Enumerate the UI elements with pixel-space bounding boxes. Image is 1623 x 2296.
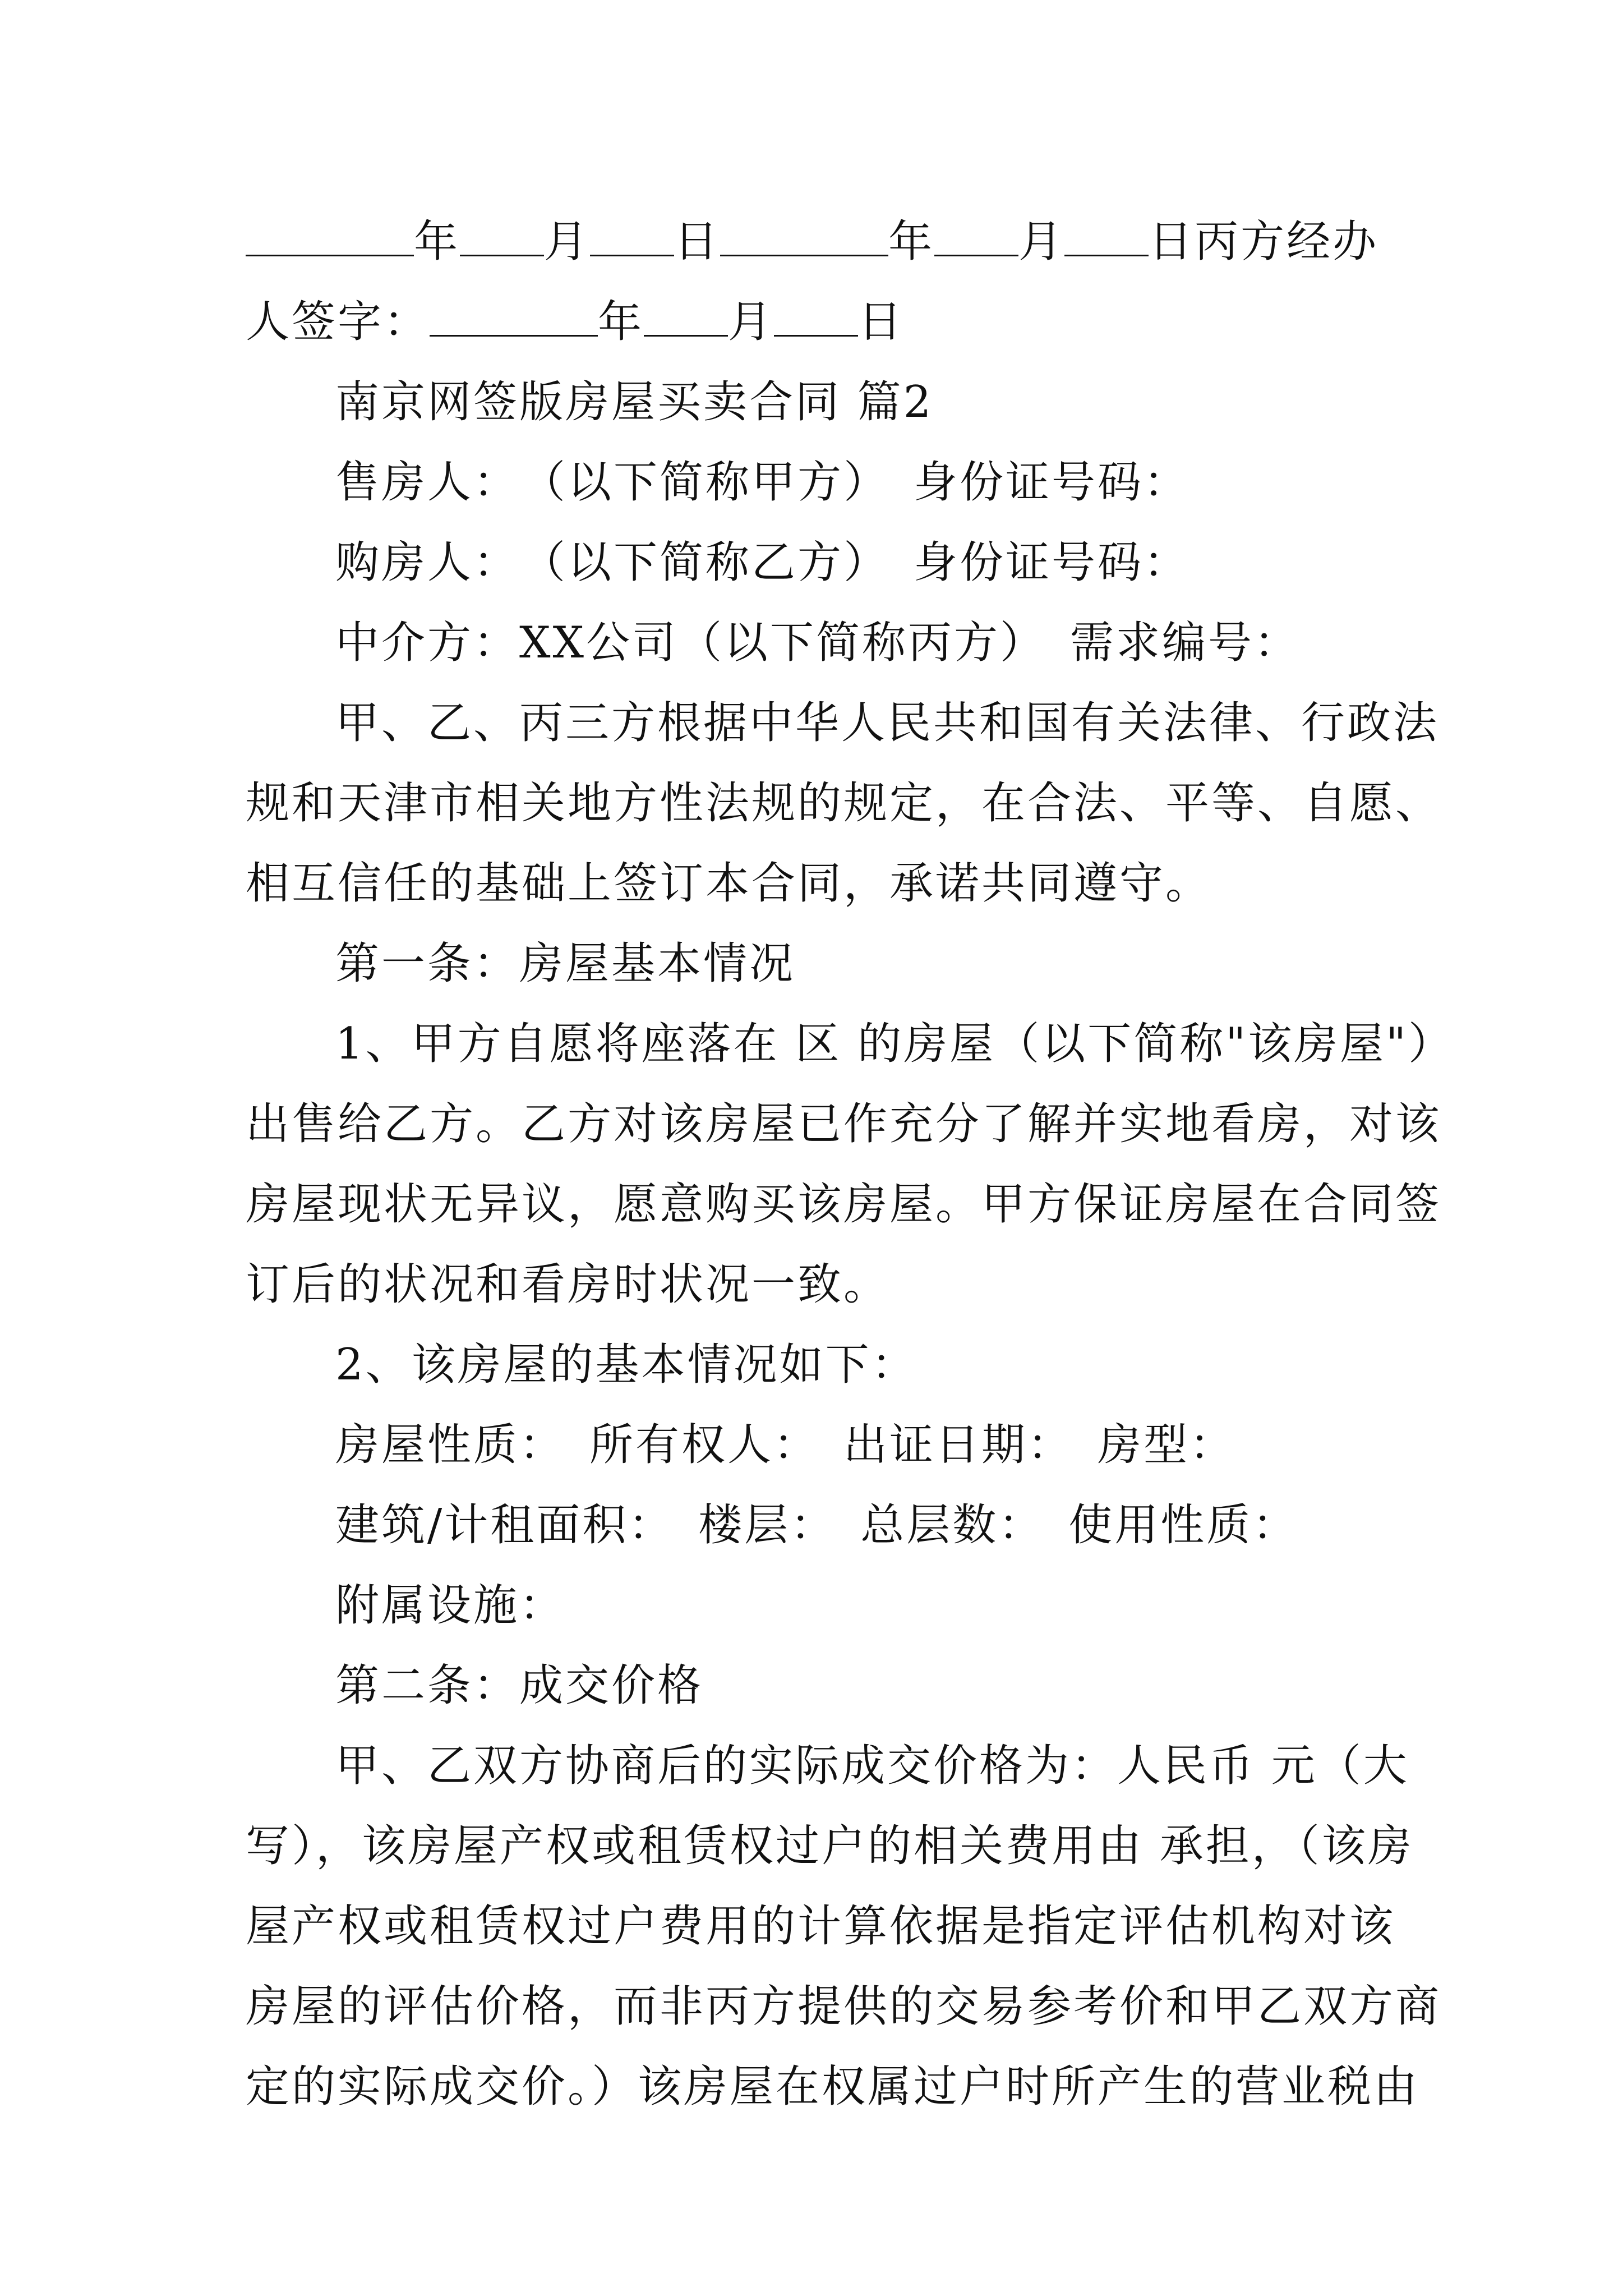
month-label: 月 bbox=[1018, 217, 1065, 267]
month-label: 月 bbox=[728, 297, 774, 347]
clause-line: 房屋现状无异议，愿意购买该房屋。甲方保证房屋在合同签 bbox=[246, 1179, 1442, 1230]
preamble-line: 甲、乙、丙三方根据中华人民共和国有关法律、行政法 bbox=[335, 698, 1440, 748]
month-label: 月 bbox=[544, 217, 591, 267]
preamble-line: 规和天津市相关地方性法规的规定，在合法、平等、自愿、 bbox=[246, 778, 1442, 829]
signature-label: 人签字： bbox=[246, 297, 430, 347]
article-2-title: 第二条：成交价格 bbox=[335, 1660, 704, 1711]
price-line: 定的实际成交价。）该房屋在权属过户时所产生的营业税由 bbox=[246, 2062, 1420, 2112]
agent-handler-label: 日丙方经办 bbox=[1149, 217, 1379, 267]
blank-field bbox=[720, 213, 888, 256]
price-line: 写），该房屋产权或租赁权过户的相关费用由 承担，（该房 bbox=[246, 1821, 1414, 1871]
property-fields-row-3: 附属设施： bbox=[335, 1580, 566, 1631]
blank-field bbox=[590, 213, 674, 256]
day-label: 日 bbox=[858, 297, 905, 347]
blank-field bbox=[644, 293, 728, 337]
day-label: 日 bbox=[674, 217, 721, 267]
document-body bbox=[246, 202, 1454, 2127]
clause-line: 订后的状况和看房时状况一致。 bbox=[246, 1259, 890, 1310]
clause-2-line: 2、该房屋的基本情况如下： bbox=[335, 1340, 917, 1390]
blank-field bbox=[774, 293, 858, 337]
year-label: 年 bbox=[414, 217, 460, 267]
signature-date-line-2 bbox=[246, 282, 1390, 362]
year-label: 年 bbox=[598, 297, 644, 347]
year-label: 年 bbox=[888, 217, 935, 267]
blank-field bbox=[460, 213, 544, 256]
buyer-line: 购房人： （以下简称乙方） 身份证号码： bbox=[335, 537, 1190, 588]
blank-field bbox=[430, 293, 598, 337]
blank-field bbox=[934, 213, 1018, 256]
property-fields-row-2: 建筑/计租面积： 楼层： 总层数： 使用性质： bbox=[335, 1500, 1299, 1550]
price-line: 屋产权或租赁权过户费用的计算依据是指定评估机构对该 bbox=[246, 1901, 1396, 1952]
preamble-line: 相互信任的基础上签订本合同，承诺共同遵守。 bbox=[246, 858, 1212, 909]
blank-field bbox=[1064, 213, 1149, 256]
property-fields-row-1: 房屋性质： 所有权人： 出证日期： 房型： bbox=[335, 1420, 1236, 1470]
price-line: 甲、乙双方协商后的实际成交价格为：人民币 元（大 bbox=[335, 1741, 1409, 1791]
seller-line: 售房人： （以下简称甲方） 身份证号码： bbox=[335, 457, 1190, 508]
clause-line: 出售给乙方。乙方对该房屋已作充分了解并实地看房，对该 bbox=[246, 1099, 1442, 1149]
blank-field bbox=[246, 213, 414, 256]
agent-line: 中介方：XX公司（以下简称丙方） 需求编号： bbox=[335, 618, 1301, 668]
price-line: 房屋的评估价格，而非丙方提供的交易参考价和甲乙双方商 bbox=[246, 1981, 1442, 2032]
article-1-title: 第一条：房屋基本情况 bbox=[335, 938, 796, 989]
clause-line: 1、甲方自愿将座落在 区 的房屋（以下简称"该房屋"） bbox=[335, 1019, 1454, 1069]
section-title: 南京网签版房屋买卖合同 篇2 bbox=[335, 377, 934, 427]
signature-date-line-1 bbox=[246, 202, 1390, 282]
